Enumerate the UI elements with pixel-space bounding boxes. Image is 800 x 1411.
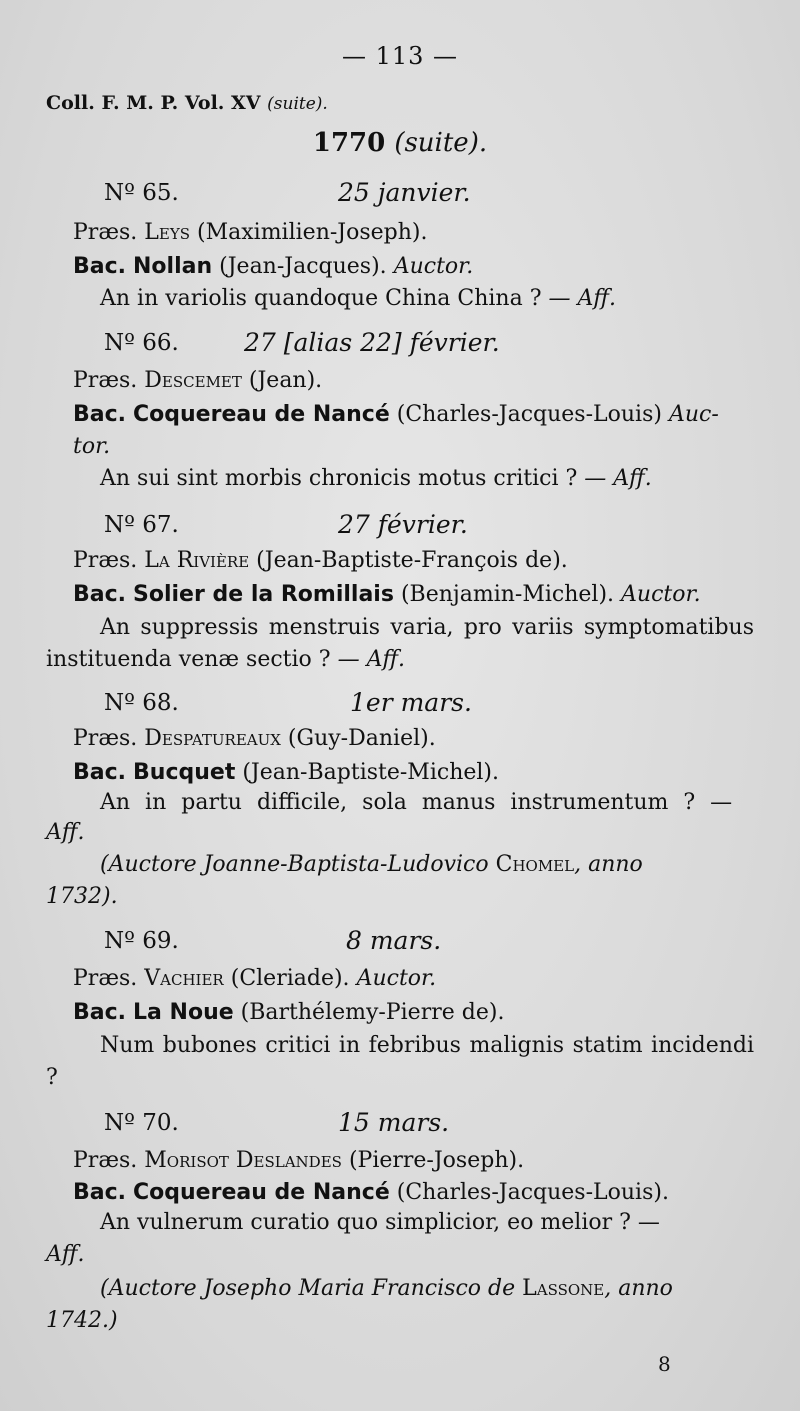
question-text: An in variolis quandoque China China ? <box>100 286 542 311</box>
answer <box>46 1242 84 1267</box>
bachelor-label: Bac. <box>73 254 127 279</box>
question-text: An suppressis menstruis varia, pro variis symptomatibus instituenda venæ sectio ? <box>46 615 754 672</box>
bachelor-given-names: (Jean-Baptiste-Michel). <box>242 760 499 785</box>
thesis-question <box>100 286 616 311</box>
bachelor-name: Nollan <box>133 254 213 279</box>
praeses-line <box>73 220 428 245</box>
bachelor-label: Bac. <box>73 1000 127 1025</box>
bachelor-role: Auctor. <box>621 582 701 607</box>
signature-mark: 8 <box>658 1352 671 1376</box>
year-suite: (suite). <box>394 128 488 158</box>
praeses-name: Leys <box>144 220 191 245</box>
thesis-question: An vulnerum curatio quo simplicior, eo melior ? — <box>100 1210 660 1235</box>
bachelor-given-names: (Jean-Jacques). <box>219 254 387 279</box>
note-year: 1732). <box>46 884 118 909</box>
answer-text: Aff. <box>46 820 85 845</box>
bachelor-line <box>73 582 701 607</box>
answer <box>46 820 84 845</box>
page-number: — 113 — <box>341 42 459 70</box>
praeses-given-names: (Guy-Daniel). <box>287 726 436 751</box>
praeses-name: Despatureaux <box>144 726 281 751</box>
answer: — Aff. <box>548 286 616 311</box>
praeses-label: Præs. <box>73 548 138 573</box>
entry-date: 25 janvier. <box>338 178 471 207</box>
bachelor-name: Bucquet <box>133 760 236 785</box>
entry-date: 27 février. <box>338 510 468 539</box>
note-year-label: , anno <box>574 852 643 877</box>
bachelor-role: Auc- <box>668 402 719 427</box>
collection-title: Coll. F. M. P. Vol. XV <box>46 92 261 114</box>
bachelor-role: Auctor. <box>393 254 474 279</box>
answer-text: Aff. <box>46 1242 85 1267</box>
praeses-label: Præs. <box>73 966 138 991</box>
bachelor-line <box>73 760 499 785</box>
bachelor-given-names: (Barthélemy-Pierre de). <box>240 1000 505 1025</box>
praeses-given-names: (Pierre-Joseph). <box>348 1148 525 1173</box>
praeses-given-names: (Maximilien-Joseph). <box>197 220 428 245</box>
praeses-name: Morisot Deslandes <box>144 1148 342 1173</box>
praeses-label: Præs. <box>73 1148 138 1173</box>
entry-number: Nº 67. <box>104 512 179 538</box>
praeses-name: La Rivière <box>144 548 250 573</box>
praeses-label: Præs. <box>73 220 138 245</box>
praeses-name: Vachier <box>144 966 224 991</box>
bachelor-label: Bac. <box>73 1180 127 1205</box>
attribution-note-continued <box>46 884 118 909</box>
question-text: An sui sint morbis chronicis motus critici ? <box>100 466 578 491</box>
attribution-note-continued <box>46 1308 118 1333</box>
thesis-question: Num bubones critici in febribus malignis statim incidendi ? <box>46 1033 754 1090</box>
praeses-given-names: (Jean-Baptiste-François de). <box>256 548 568 573</box>
praeses-label: Præs. <box>73 368 138 393</box>
bachelor-name: Coquereau de Nancé <box>133 1180 390 1205</box>
collection-heading <box>46 92 328 114</box>
thesis-question <box>46 612 754 676</box>
bachelor-line <box>73 254 473 279</box>
entry-date: 15 mars. <box>338 1108 450 1137</box>
praeses-given-names: (Cleriade). <box>230 966 350 991</box>
bachelor-label: Bac. <box>73 760 127 785</box>
bachelor-name: La Noue <box>133 1000 234 1025</box>
thesis-question: An in partu difficile, sola manus instrumentum ? — <box>100 790 733 815</box>
entry-date: 27 [alias 22] février. <box>244 328 500 357</box>
bachelor-given-names: (Charles-Jacques-Louis). <box>396 1180 669 1205</box>
attribution-note <box>100 852 643 877</box>
bachelor-label: Bac. <box>73 402 127 427</box>
bachelor-line <box>73 1000 504 1025</box>
bachelor-name: Coquereau de Nancé <box>133 402 390 427</box>
praeses-line <box>73 548 568 573</box>
praeses-line <box>73 966 436 991</box>
praeses-role: Auctor. <box>356 966 437 991</box>
answer: — Aff. <box>337 647 406 672</box>
year-value: 1770 <box>312 128 386 158</box>
entry-number: Nº 65. <box>104 180 179 206</box>
note-year-label: , anno <box>604 1276 673 1301</box>
note-surname: Lassone <box>522 1276 605 1301</box>
note-year: 1742.) <box>46 1308 118 1333</box>
thesis-question <box>100 466 652 491</box>
attribution-note <box>100 1276 673 1301</box>
note-author: (Auctore Joanne-Baptista-Ludovico <box>100 852 489 877</box>
bachelor-line <box>73 1180 669 1205</box>
praeses-name: Descemet <box>144 368 242 393</box>
entry-date: 8 mars. <box>346 926 442 955</box>
note-surname: Chomel <box>495 852 575 877</box>
bachelor-line <box>73 402 719 427</box>
note-author: (Auctore Josepho Maria Francisco de <box>100 1276 516 1301</box>
praeses-given-names: (Jean). <box>248 368 323 393</box>
entry-number: Nº 68. <box>104 690 179 716</box>
bachelor-line-continued <box>73 434 110 459</box>
entry-number: Nº 70. <box>104 1110 179 1136</box>
bachelor-given-names: (Benjamin-Michel). <box>400 582 615 607</box>
collection-suite: (suite). <box>267 94 328 114</box>
year-heading <box>0 128 800 158</box>
entry-number: Nº 66. <box>104 330 179 356</box>
bachelor-given-names: (Charles-Jacques-Louis) <box>396 402 662 427</box>
praeses-line <box>73 726 436 751</box>
answer: — Aff. <box>584 466 652 491</box>
entry-number: Nº 69. <box>104 928 179 954</box>
praeses-line <box>73 1148 524 1173</box>
bachelor-label: Bac. <box>73 582 127 607</box>
praeses-line <box>73 368 322 393</box>
praeses-label: Præs. <box>73 726 138 751</box>
bachelor-role: tor. <box>73 434 111 459</box>
entry-date: 1er mars. <box>350 688 472 717</box>
bachelor-name: Solier de la Romillais <box>133 582 394 607</box>
